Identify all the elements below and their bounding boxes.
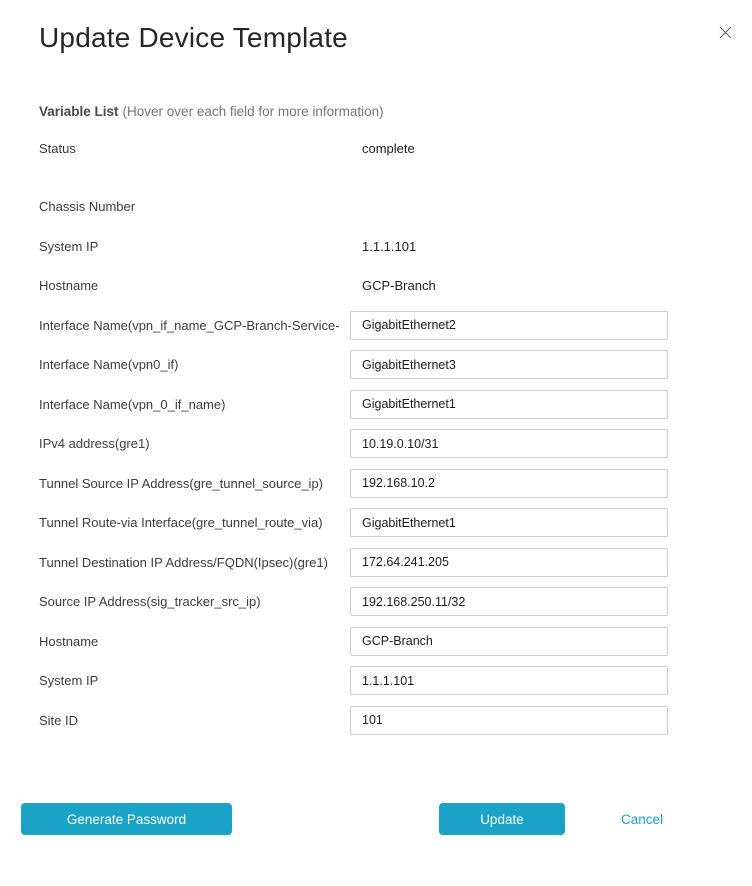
- field-label: Hostname: [39, 278, 99, 294]
- field-label: Interface Name(vpn_if_name_GCP-Branch-Service-: [39, 317, 340, 333]
- field-row: [39, 306, 668, 346]
- field-row: [39, 464, 668, 504]
- field-input[interactable]: [350, 429, 668, 458]
- field-label: Status: [39, 141, 76, 157]
- field-label: Interface Name(vpn_0_if_name): [39, 396, 226, 412]
- field-row: [39, 385, 668, 425]
- field-input[interactable]: [350, 706, 668, 735]
- variable-list-hint: (Hover over each field for more information): [122, 104, 384, 119]
- field-value: 1.1.1.101: [362, 238, 417, 254]
- field-row: [39, 266, 668, 306]
- field-input[interactable]: [350, 587, 668, 616]
- close-button[interactable]: [718, 27, 733, 42]
- field-input[interactable]: [350, 311, 668, 340]
- field-input[interactable]: [350, 666, 668, 695]
- field-label: Hostname: [39, 633, 99, 649]
- field-label: Site ID: [39, 712, 79, 728]
- field-input[interactable]: [350, 469, 668, 498]
- field-input[interactable]: [350, 508, 668, 537]
- field-label: Interface Name(vpn0_if): [39, 357, 179, 373]
- field-input[interactable]: [350, 390, 668, 419]
- modal-footer: [0, 803, 752, 835]
- field-row: [39, 661, 668, 701]
- field-label: Tunnel Destination IP Address/FQDN(Ipsec)(gre1): [39, 554, 329, 570]
- variable-rows: [39, 129, 668, 740]
- field-label: IPv4 address(gre1): [39, 436, 150, 452]
- field-row: [39, 701, 668, 741]
- field-label: Tunnel Route-via Interface(gre_tunnel_route_via): [39, 515, 323, 531]
- field-label: System IP: [39, 238, 99, 254]
- cancel-button[interactable]: Cancel: [620, 811, 663, 827]
- field-row: [39, 345, 668, 385]
- variable-list-label: Variable List: [39, 104, 119, 119]
- modal-title: Update Device Template: [39, 22, 348, 53]
- update-button[interactable]: Update: [439, 803, 565, 835]
- field-row: [39, 543, 668, 583]
- field-row: [39, 424, 668, 464]
- field-label: System IP: [39, 673, 99, 689]
- field-value: complete: [362, 141, 415, 157]
- field-input[interactable]: [350, 350, 668, 379]
- field-row: [39, 187, 668, 227]
- variable-list-heading: [39, 103, 752, 121]
- field-row: [39, 622, 668, 662]
- field-label: Chassis Number: [39, 199, 136, 215]
- close-icon: [718, 25, 733, 45]
- field-row: [39, 503, 668, 543]
- field-value: GCP-Branch: [362, 278, 436, 294]
- field-input[interactable]: [350, 548, 668, 577]
- field-row: [39, 582, 668, 622]
- field-row: [39, 129, 668, 169]
- field-label: Source IP Address(sig_tracker_src_ip): [39, 594, 261, 610]
- generate-password-button[interactable]: Generate Password: [21, 803, 232, 835]
- field-row: [39, 227, 668, 267]
- field-input[interactable]: [350, 627, 668, 656]
- field-label: Tunnel Source IP Address(gre_tunnel_source_ip): [39, 475, 324, 491]
